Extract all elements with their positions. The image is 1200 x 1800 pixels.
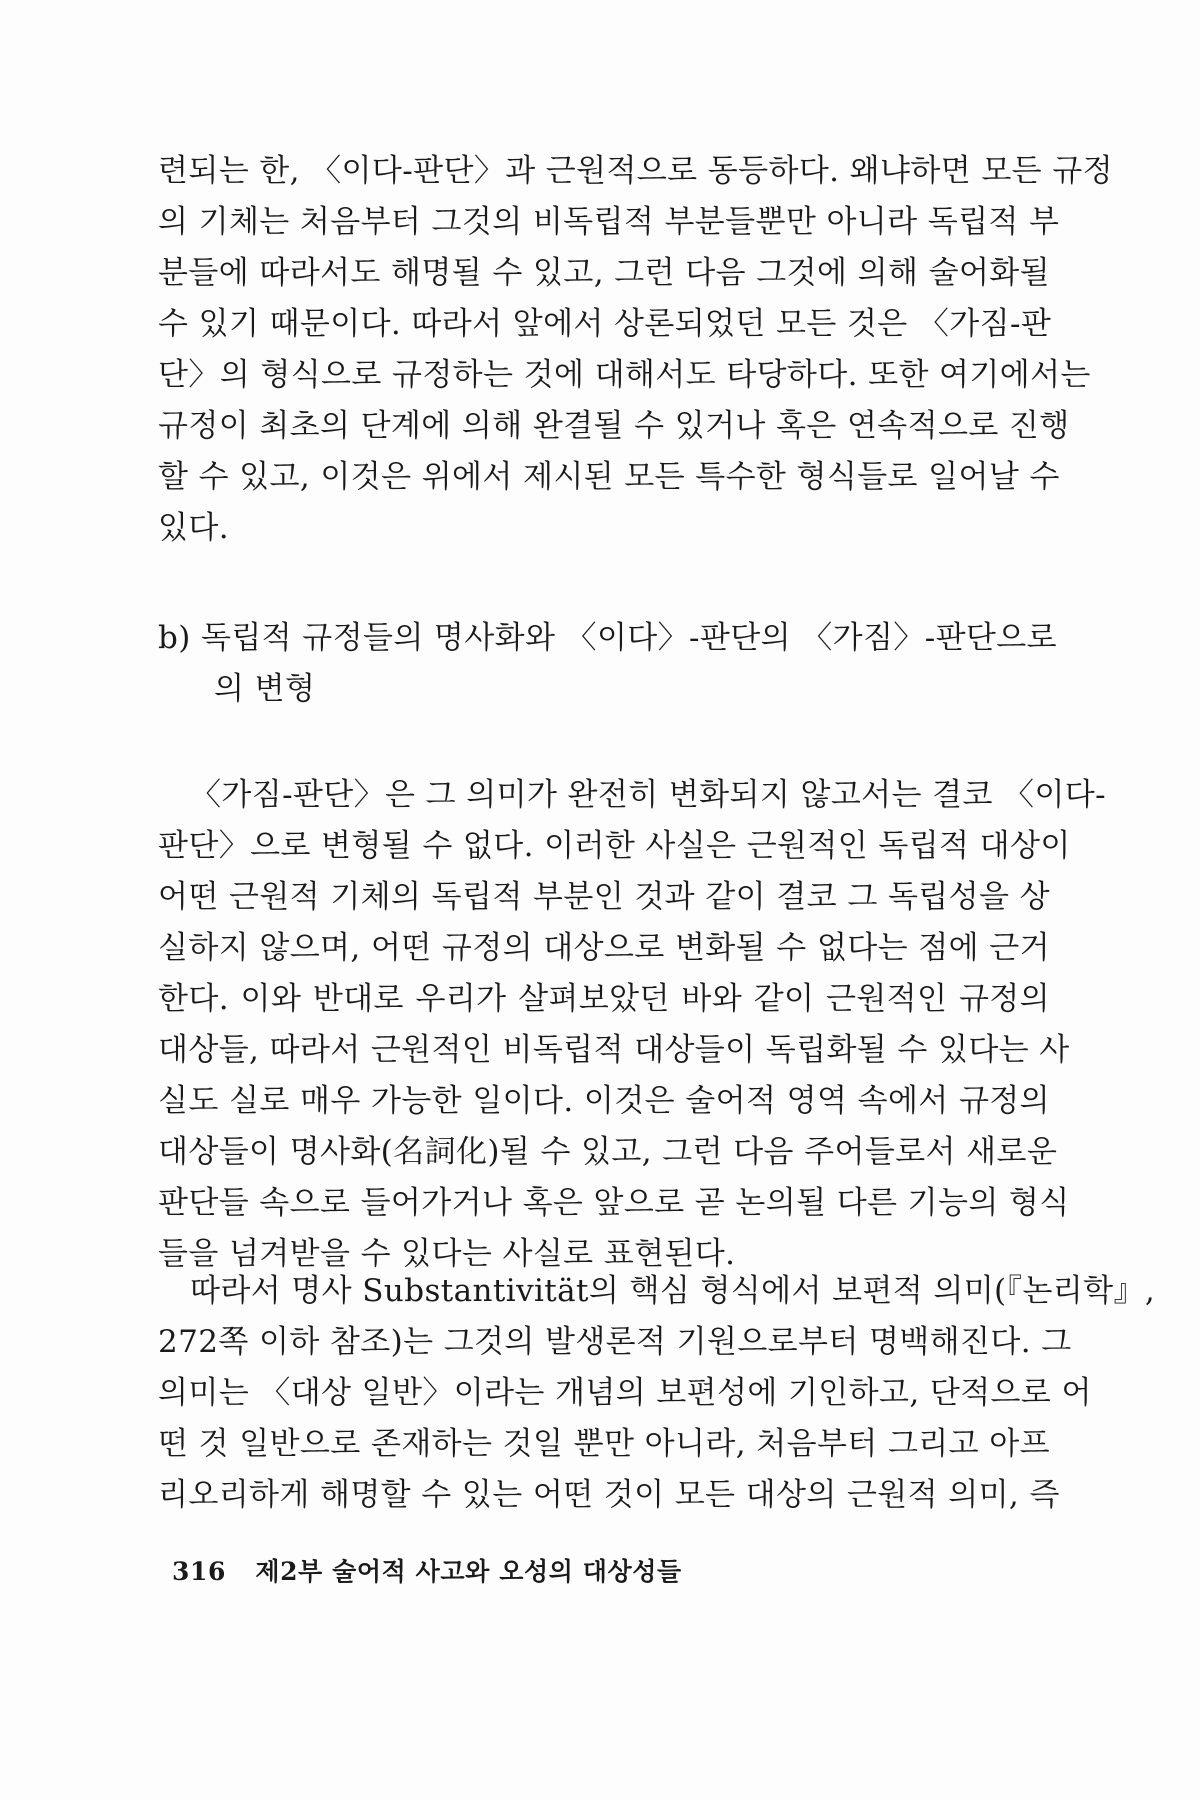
text-line: 련되는 한, 〈이다-판단〉과 근원적으로 동등하다. 왜냐하면 모든 규정 — [158, 153, 1113, 189]
text-line: 단〉의 형식으로 규정하는 것에 대해서도 타당하다. 또한 여기에서는 — [158, 357, 1091, 393]
page-footer — [172, 1552, 682, 1588]
running-title: 제2부 술어적 사고와 오성의 대상성들 — [255, 1557, 682, 1586]
text-line: 판단〉으로 변형될 수 없다. 이러한 사실은 근원적인 독립적 대상이 — [158, 828, 1071, 864]
text-line: 리오리하게 해명할 수 있는 어떤 것이 모든 대상의 근원적 의미, 즉 — [158, 1477, 1060, 1513]
paragraph-2 — [158, 770, 1107, 1280]
text-line: 어떤 근원적 기체의 독립적 부분인 것과 같이 결코 그 독립성을 상 — [158, 879, 1050, 915]
text-line: 따라서 명사 Substantivität의 핵심 형식에서 보편적 의미(『논리학』, — [190, 1273, 1156, 1309]
text-line: 판단들 속으로 들어가거나 혹은 앞으로 곧 논의될 다른 기능의 형식 — [158, 1185, 1070, 1221]
heading-line: 의 변형 — [214, 671, 316, 707]
text-line: 있다. — [158, 510, 229, 546]
text-line: 실도 실로 매우 가능한 일이다. 이것은 술어적 영역 속에서 규정의 — [158, 1083, 1050, 1119]
text-line: 〈가짐-판단〉은 그 의미가 완전히 변화되지 않고서는 결코 〈이다- — [190, 777, 1107, 813]
text-line: 실하지 않으며, 어떤 규정의 대상으로 변화될 수 없다는 점에 근거 — [158, 930, 1050, 966]
text-line: 분들에 따라서도 해명될 수 있고, 그런 다음 그것에 의해 술어화될 — [158, 255, 1050, 291]
page-number: 316 — [172, 1557, 226, 1586]
text-line: 규정이 최초의 단계에 의해 완결될 수 있거나 혹은 연속적으로 진행 — [158, 408, 1070, 444]
text-line: 들을 넘겨받을 수 있다는 사실로 표현된다. — [158, 1236, 736, 1272]
text-line: 떤 것 일반으로 존재하는 것일 뿐만 아니라, 처음부터 그리고 아프 — [158, 1426, 1050, 1462]
section-heading — [158, 613, 1057, 715]
heading-line: b) 독립적 규정들의 명사화와 〈이다〉-판단의 〈가짐〉-판단으로 — [158, 620, 1057, 656]
text-line: 한다. 이와 반대로 우리가 살펴보았던 바와 같이 근원적인 규정의 — [158, 981, 1050, 1017]
text-line: 대상들이 명사화(名詞化)될 수 있고, 그런 다음 주어들로서 새로운 — [158, 1134, 1058, 1170]
text-line: 대상들, 따라서 근원적인 비독립적 대상들이 독립화될 수 있다는 사 — [158, 1032, 1070, 1068]
text-line: 수 있기 때문이다. 따라서 앞에서 상론되었던 모든 것은 〈가짐-판 — [158, 306, 1052, 342]
paragraph-1 — [158, 146, 1113, 554]
text-line: 할 수 있고, 이것은 위에서 제시된 모든 특수한 형식들로 일어날 수 — [158, 459, 1060, 495]
text-line: 의 기체는 처음부터 그것의 비독립적 부분들뿐만 아니라 독립적 부 — [158, 204, 1060, 240]
text-line: 의미는 〈대상 일반〉이라는 개념의 보편성에 기인하고, 단적으로 어 — [158, 1375, 1092, 1411]
paragraph-3 — [158, 1266, 1156, 1521]
text-line: 272쪽 이하 참조)는 그것의 발생론적 기원으로부터 명백해진다. 그 — [158, 1324, 1072, 1360]
